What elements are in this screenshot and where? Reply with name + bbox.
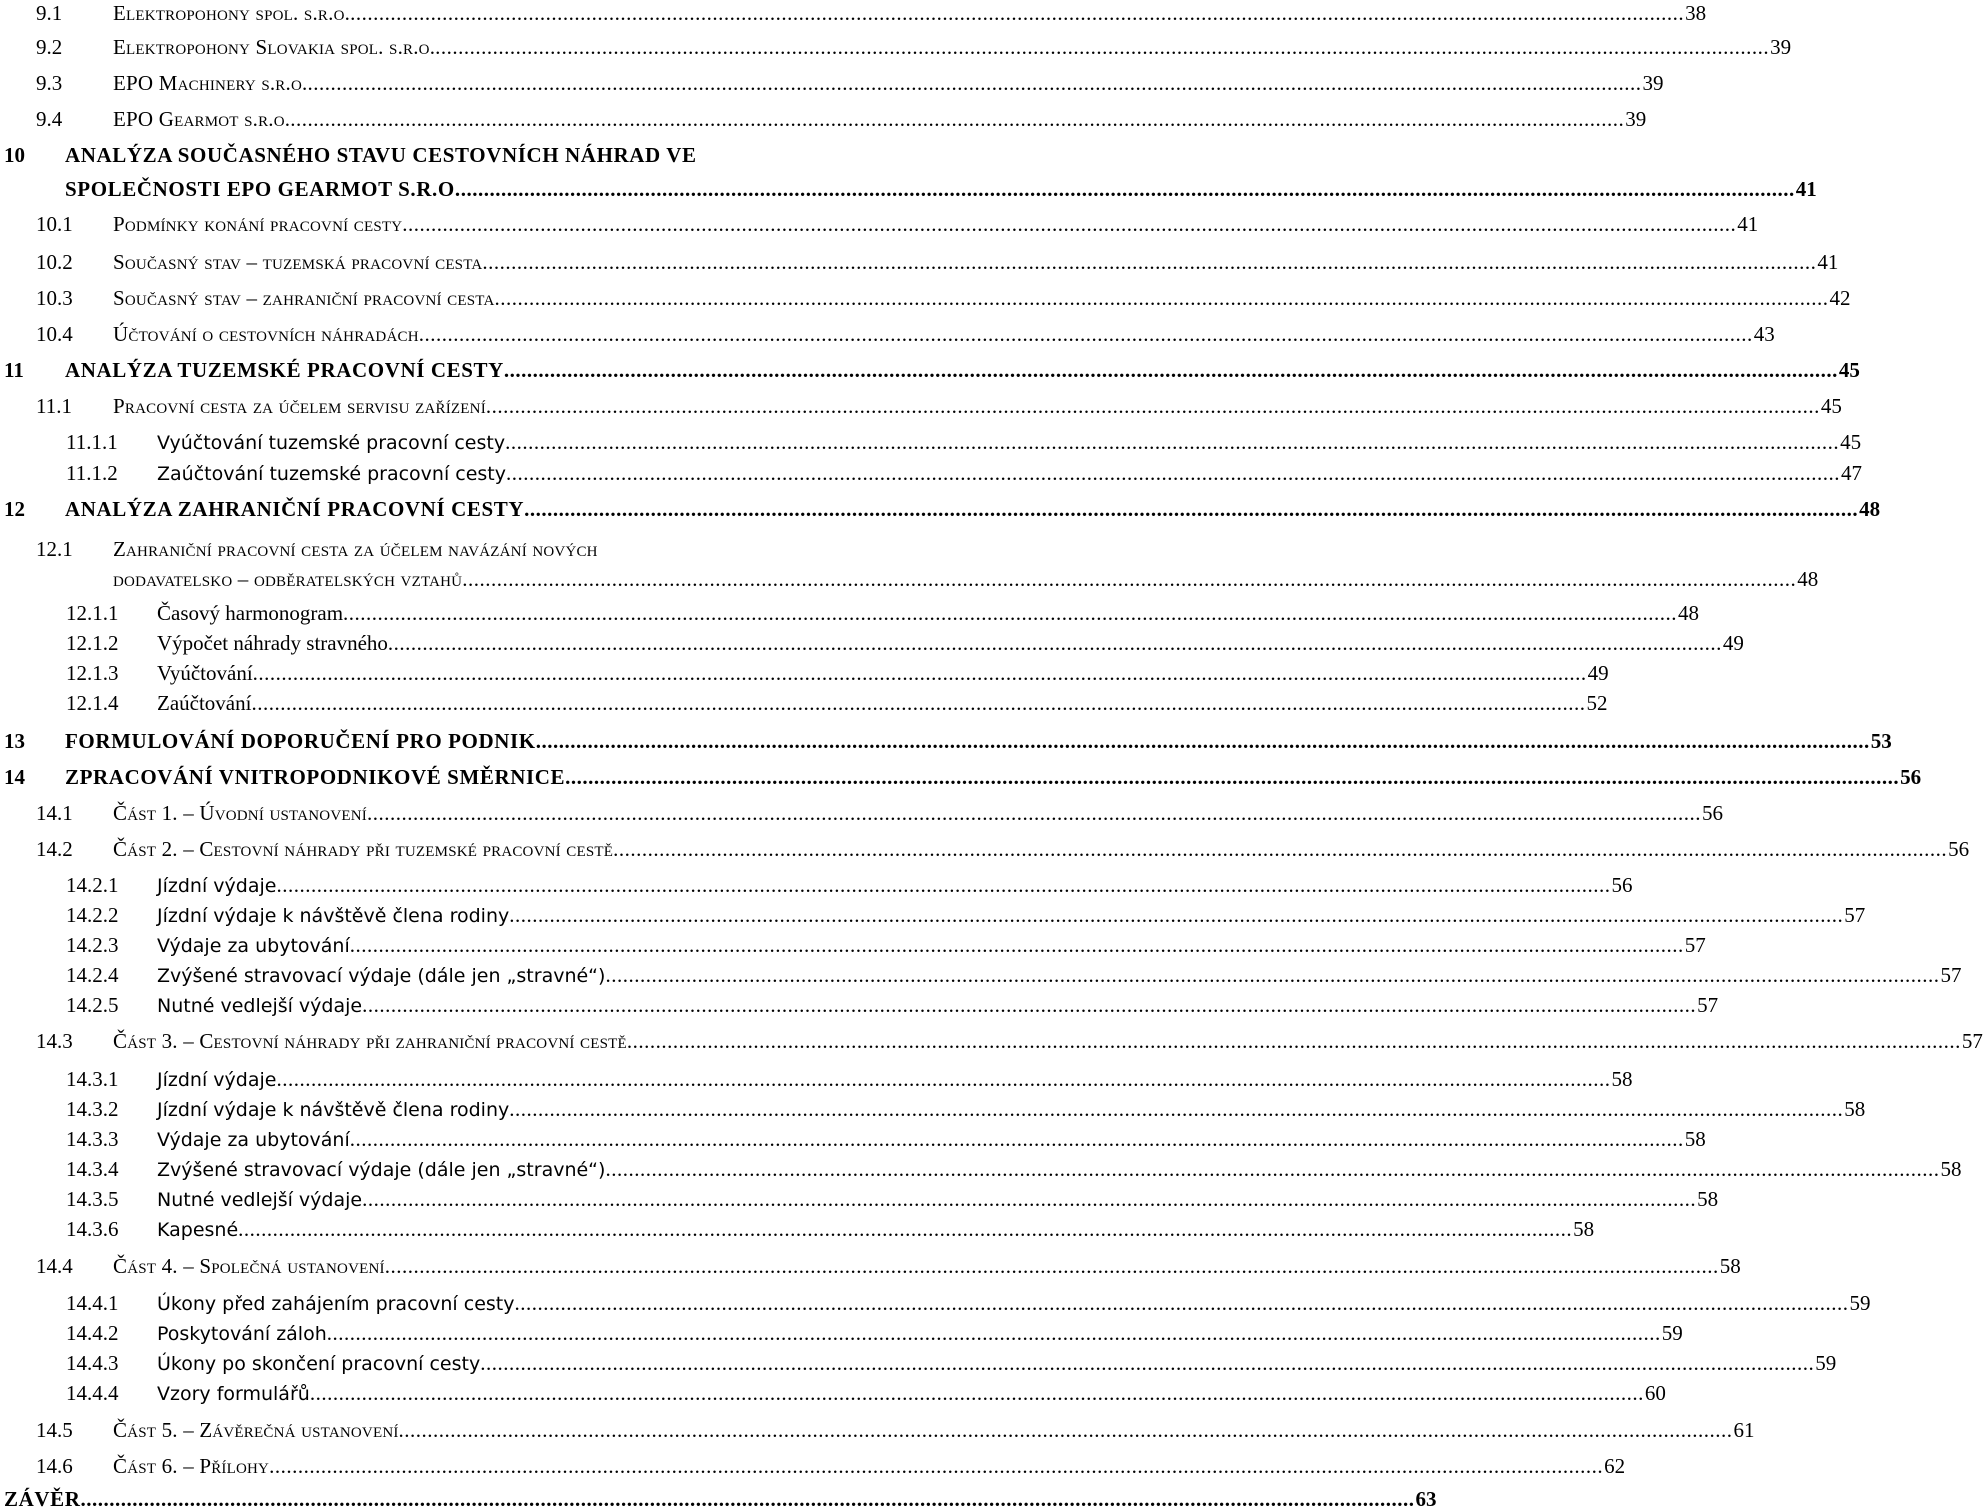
toc-chapter-entry[interactable] xyxy=(4,357,1860,383)
toc-entry[interactable] xyxy=(66,992,1719,1018)
toc-entry-page: 57 xyxy=(1844,903,1866,927)
toc-entry-page: 53 xyxy=(1870,729,1892,753)
toc-entry-page: 57 xyxy=(1684,933,1706,957)
toc-entry-number: 14.4.2 xyxy=(66,1321,119,1345)
toc-entry-page: 59 xyxy=(1849,1291,1871,1315)
dot-leader xyxy=(461,176,1795,202)
toc-entry-title: Výdaje za ubytování xyxy=(157,1129,350,1151)
dot-leader xyxy=(504,357,1838,383)
toc-entry-title: Nutné vedlejší výdaje xyxy=(157,995,363,1017)
toc-entry-number: 14.6 xyxy=(36,1454,73,1478)
toc-entry-page: 60 xyxy=(1644,1381,1666,1405)
toc-entry-page: 56 xyxy=(1900,765,1922,789)
toc-entry-number: 14.2.5 xyxy=(66,993,119,1017)
toc-entry-page: 56 xyxy=(1701,801,1723,825)
dot-leader xyxy=(605,1156,1939,1182)
toc-entry[interactable] xyxy=(66,660,1609,686)
dot-leader xyxy=(362,1186,1696,1212)
toc-entry-title: ANALÝZA ZAHRANIČNÍ PRACOVNÍ CESTY xyxy=(65,497,525,521)
toc-entry-number: 10.2 xyxy=(36,250,73,274)
dot-leader xyxy=(350,0,1684,26)
toc-entry[interactable] xyxy=(36,249,1839,275)
toc-entry-page: 48 xyxy=(1678,601,1700,625)
dot-leader xyxy=(350,932,1684,958)
toc-entry-title: Jízdní výdaje xyxy=(157,875,277,897)
toc-entry-title: Zvýšené stravovací výdaje (dále jen „stravné“) xyxy=(157,965,606,987)
toc-entry-page: 58 xyxy=(1684,1127,1706,1151)
toc-entry-number: 9.1 xyxy=(36,1,63,25)
toc-entry[interactable] xyxy=(36,1417,1755,1443)
toc-entry[interactable] xyxy=(66,1350,1837,1376)
toc-entry-number: 14.2.1 xyxy=(66,873,119,897)
toc-entry-page: 58 xyxy=(1573,1217,1595,1241)
toc-entry[interactable] xyxy=(66,690,1608,716)
dot-leader xyxy=(307,70,1641,96)
toc-entry-number: 14.4.1 xyxy=(66,1291,119,1315)
dot-leader xyxy=(253,660,1587,686)
toc-entry[interactable] xyxy=(36,70,1664,96)
dot-leader xyxy=(509,902,1843,928)
dot-leader xyxy=(251,690,1585,716)
dot-leader xyxy=(290,106,1624,132)
toc-entry-page: 57 xyxy=(1961,1029,1983,1053)
toc-entry-title: Pracovní cesta za účelem servisu zařízení xyxy=(113,394,486,418)
toc-entry[interactable] xyxy=(66,872,1633,898)
toc-entry-title: Výdaje za ubytování xyxy=(157,935,350,957)
toc-entry-number: 12 xyxy=(4,497,25,521)
toc-entry-title: Účtování o cestovních náhradách xyxy=(113,322,419,346)
toc-entry[interactable] xyxy=(36,532,1819,594)
toc-entry[interactable] xyxy=(66,600,1700,626)
dot-leader xyxy=(367,800,1701,826)
toc-entry[interactable] xyxy=(66,1320,1683,1346)
toc-entry-number: 12.1.2 xyxy=(66,631,119,655)
toc-entry-number: 14.2.3 xyxy=(66,933,119,957)
dot-leader xyxy=(509,1096,1843,1122)
dot-leader xyxy=(327,1320,1661,1346)
toc-entry-page: 39 xyxy=(1770,35,1792,59)
toc-entry-title: Jízdní výdaje k návštěvě člena rodiny xyxy=(157,1099,510,1121)
dot-leader xyxy=(514,1290,1848,1316)
toc-entry-number: 14.2 xyxy=(36,837,73,861)
toc-entry[interactable] xyxy=(36,34,1792,60)
toc-entry-title: Část 1. – Úvodní ustanovení xyxy=(113,801,367,825)
toc-entry-number: 13 xyxy=(4,729,25,753)
toc-entry-title: Zaúčtování xyxy=(157,691,252,715)
toc-entry-page: 63 xyxy=(1415,1487,1437,1511)
toc-entry-title: FORMULOVÁNÍ DOPORUČENÍ PRO PODNIK xyxy=(65,729,536,753)
toc-entry-number: 12.1 xyxy=(36,537,73,561)
toc-entry[interactable] xyxy=(66,902,1866,928)
toc-entry-page: 62 xyxy=(1604,1454,1626,1478)
toc-entry-page: 49 xyxy=(1587,661,1609,685)
toc-entry-page: 56 xyxy=(1948,837,1970,861)
toc-entry-title: Část 2. – Cestovní náhrady při tuzemské pracovní cestě xyxy=(113,837,614,861)
toc-entry[interactable] xyxy=(66,1216,1595,1242)
dot-leader xyxy=(605,962,1939,988)
toc-entry-title-line1: ANALÝZA SOUČASNÉHO STAVU CESTOVNÍCH NÁHRAD VE xyxy=(65,143,697,167)
toc-entry-number: 12.1.3 xyxy=(66,661,119,685)
dot-leader xyxy=(480,1350,1814,1376)
toc-entry-page: 48 xyxy=(1797,567,1819,591)
toc-entry-number: 9.2 xyxy=(36,35,63,59)
dot-leader xyxy=(388,630,1722,656)
toc-entry-title: ANALÝZA TUZEMSKÉ PRACOVNÍ CESTY xyxy=(65,358,504,382)
toc-entry-number: 14.2.4 xyxy=(66,963,119,987)
dot-leader xyxy=(310,1380,1644,1406)
toc-entry[interactable] xyxy=(66,1290,1871,1316)
toc-entry[interactable] xyxy=(36,106,1647,132)
toc-entry-page: 58 xyxy=(1611,1067,1633,1091)
toc-entry-number: 11 xyxy=(4,358,24,382)
dot-leader xyxy=(486,393,1820,419)
toc-entry-title: Část 6. – Přílohy xyxy=(113,1454,270,1478)
toc-entry-number: 14.3 xyxy=(36,1029,73,1053)
toc-entry[interactable] xyxy=(66,429,1862,455)
dot-leader xyxy=(399,1417,1733,1443)
toc-entry-title: EPO Gearmot s.r.o. xyxy=(113,107,291,131)
toc-entry-page: 59 xyxy=(1661,1321,1683,1345)
toc-entry-page: 41 xyxy=(1817,250,1839,274)
toc-entry-page: 39 xyxy=(1625,107,1647,131)
toc-entry-title: Časový harmonogram xyxy=(157,601,344,625)
dot-leader xyxy=(350,1126,1684,1152)
dot-leader xyxy=(81,1486,1415,1512)
toc-entry-number: 10.1 xyxy=(36,212,73,236)
toc-entry-number: 12.1.1 xyxy=(66,601,119,625)
toc-entry-page: 45 xyxy=(1840,430,1862,454)
toc-entry-number: 14.4.4 xyxy=(66,1381,119,1405)
toc-entry[interactable] xyxy=(36,1253,1741,1279)
toc-entry[interactable] xyxy=(66,962,1962,988)
toc-entry-number: 11.1 xyxy=(36,394,72,418)
toc-entry[interactable] xyxy=(36,800,1723,826)
toc-entry-title: Část 5. – Závěrečná ustanovení xyxy=(113,1418,399,1442)
toc-entry-page: 57 xyxy=(1697,993,1719,1017)
dot-leader xyxy=(435,34,1769,60)
toc-entry-title: Výpočet náhrady stravného xyxy=(157,631,388,655)
toc-entry[interactable] xyxy=(36,393,1842,419)
toc-entry-title: Současný stav – tuzemská pracovní cesta xyxy=(113,250,483,274)
toc-entry-number: 12.1.4 xyxy=(66,691,119,715)
toc-entry-title: Nutné vedlejší výdaje xyxy=(157,1189,363,1211)
toc-entry-title-line2: dodavatelsko – odběratelských vztahů xyxy=(113,567,463,591)
toc-entry-page: 58 xyxy=(1697,1187,1719,1211)
toc-entry-title: Jízdní výdaje xyxy=(157,1069,277,1091)
toc-entry[interactable] xyxy=(66,630,1744,656)
dot-leader xyxy=(276,872,1610,898)
toc-entry[interactable] xyxy=(66,1380,1666,1406)
toc-entry-number: 9.3 xyxy=(36,71,63,95)
toc-entry-number: 14.1 xyxy=(36,801,73,825)
dot-leader xyxy=(385,1253,1719,1279)
toc-entry-title: Současný stav – zahraniční pracovní cesta xyxy=(113,286,495,310)
toc-entry-number: 9.4 xyxy=(36,107,63,131)
toc-entry-page: 58 xyxy=(1844,1097,1866,1121)
toc-entry-title: Jízdní výdaje k návštěvě člena rodiny xyxy=(157,905,510,927)
dot-leader xyxy=(362,992,1696,1018)
toc-entry-page: 45 xyxy=(1838,358,1860,382)
toc-entry-page: 41 xyxy=(1795,177,1817,201)
toc-entry[interactable] xyxy=(36,836,1970,862)
toc-entry-page: 57 xyxy=(1940,963,1962,987)
toc-entry-page: 43 xyxy=(1753,322,1775,346)
toc-chapter-entry[interactable] xyxy=(4,1486,1437,1512)
dot-leader xyxy=(462,566,1796,592)
dot-leader xyxy=(343,600,1677,626)
toc-entry-page: 41 xyxy=(1737,212,1759,236)
toc-entry[interactable] xyxy=(36,0,1707,26)
toc-entry-page: 45 xyxy=(1820,394,1842,418)
toc-entry-title: Podmínky konání pracovní cesty xyxy=(113,212,403,236)
toc-entry-number: 14.3.3 xyxy=(66,1127,119,1151)
toc-entry-title-line2: SPOLEČNOSTI EPO GEARMOT S.R.O. xyxy=(65,177,461,201)
toc-entry-page: 42 xyxy=(1829,286,1851,310)
toc-entry[interactable] xyxy=(36,211,1759,237)
toc-entry-title: Zaúčtování tuzemské pracovní cesty xyxy=(157,463,507,485)
toc-entry[interactable] xyxy=(36,1028,1983,1054)
dot-leader xyxy=(613,836,1947,862)
toc-entry-title: ZÁVĚR xyxy=(4,1487,81,1511)
toc-entry-number: 14.2.2 xyxy=(66,903,119,927)
toc-chapter-entry[interactable] xyxy=(4,496,1881,522)
toc-entry-number: 11.1.2 xyxy=(66,461,118,485)
toc-chapter-entry[interactable] xyxy=(4,142,1817,204)
toc-entry-number: 14 xyxy=(4,765,25,789)
toc-entry-title: Elektropohony spol. s.r.o. xyxy=(113,1,351,25)
toc-entry-page: 48 xyxy=(1859,497,1881,521)
toc-entry-page: 59 xyxy=(1815,1351,1837,1375)
toc-entry-page: 39 xyxy=(1642,71,1664,95)
toc-entry[interactable] xyxy=(66,932,1706,958)
toc-entry[interactable] xyxy=(66,1156,1962,1182)
dot-leader xyxy=(238,1216,1572,1242)
toc-entry-title: Kapesné xyxy=(157,1219,239,1241)
toc-chapter-entry[interactable] xyxy=(4,764,1922,790)
toc-entry-page: 61 xyxy=(1733,1418,1755,1442)
toc-entry[interactable] xyxy=(66,1126,1706,1152)
toc-entry-number: 10.3 xyxy=(36,286,73,310)
toc-entry-number: 14.5 xyxy=(36,1418,73,1442)
toc-entry-number: 14.3.6 xyxy=(66,1217,119,1241)
dot-leader xyxy=(419,321,1753,347)
toc-entry-title: Část 4. – Společná ustanovení xyxy=(113,1254,385,1278)
toc-entry-page: 47 xyxy=(1841,461,1863,485)
toc-entry-title-line1: Zahraniční pracovní cesta za účelem navázání nových xyxy=(113,537,598,561)
toc-entry[interactable] xyxy=(66,1096,1866,1122)
dot-leader xyxy=(565,764,1899,790)
toc-entry-title: Vyúčtování xyxy=(157,661,253,685)
toc-entry-title: ZPRACOVÁNÍ VNITROPODNIKOVÉ SMĚRNICE xyxy=(65,765,566,789)
toc-entry-page: 56 xyxy=(1611,873,1633,897)
toc-entry-number: 14.4.3 xyxy=(66,1351,119,1375)
dot-leader xyxy=(506,460,1840,486)
toc-entry-title: Vyúčtování tuzemské pracovní cesty xyxy=(157,432,506,454)
toc-entry[interactable] xyxy=(36,285,1851,311)
toc-entry[interactable] xyxy=(66,1186,1719,1212)
toc-entry-title: EPO Machinery s.r.o. xyxy=(113,71,308,95)
toc-entry-number: 14.3.1 xyxy=(66,1067,119,1091)
toc-entry[interactable] xyxy=(36,1453,1626,1479)
dot-leader xyxy=(402,211,1736,237)
toc-entry-page: 38 xyxy=(1685,1,1707,25)
toc-entry-title: Úkony před zahájením pracovní cesty xyxy=(157,1293,515,1315)
toc-entry-page: 52 xyxy=(1586,691,1608,715)
toc-entry-title: Zvýšené stravovací výdaje (dále jen „stravné“) xyxy=(157,1159,606,1181)
toc-entry[interactable] xyxy=(66,460,1863,486)
toc-entry-title: Poskytování záloh xyxy=(157,1323,327,1345)
toc-entry-title: Úkony po skončení pracovní cesty xyxy=(157,1353,481,1375)
dot-leader xyxy=(482,249,1816,275)
toc-entry-page: 58 xyxy=(1940,1157,1962,1181)
dot-leader xyxy=(627,1028,1961,1054)
toc-entry-number: 11.1.1 xyxy=(66,430,118,454)
toc-entry-title: Elektropohony Slovakia spol. s.r.o. xyxy=(113,35,436,59)
toc-entry-page: 49 xyxy=(1722,631,1744,655)
dot-leader xyxy=(536,728,1870,754)
dot-leader xyxy=(276,1066,1610,1092)
toc-chapter-entry[interactable] xyxy=(4,728,1892,754)
toc-entry-page: 58 xyxy=(1719,1254,1741,1278)
dot-leader xyxy=(505,429,1839,455)
toc-entry-title: Vzory formulářů xyxy=(157,1383,310,1405)
dot-leader xyxy=(494,285,1828,311)
toc-entry-number: 14.4 xyxy=(36,1254,73,1278)
toc-entry[interactable] xyxy=(36,321,1775,347)
toc-entry[interactable] xyxy=(66,1066,1633,1092)
toc-entry-number: 10.4 xyxy=(36,322,73,346)
dot-leader xyxy=(524,496,1858,522)
toc-entry-title: Část 3. – Cestovní náhrady při zahraniční pracovní cestě xyxy=(113,1029,627,1053)
toc-entry-number: 14.3.4 xyxy=(66,1157,119,1181)
toc-entry-number: 14.3.5 xyxy=(66,1187,119,1211)
toc-entry-number: 14.3.2 xyxy=(66,1097,119,1121)
dot-leader xyxy=(269,1453,1603,1479)
toc-entry-number: 10 xyxy=(4,143,25,167)
